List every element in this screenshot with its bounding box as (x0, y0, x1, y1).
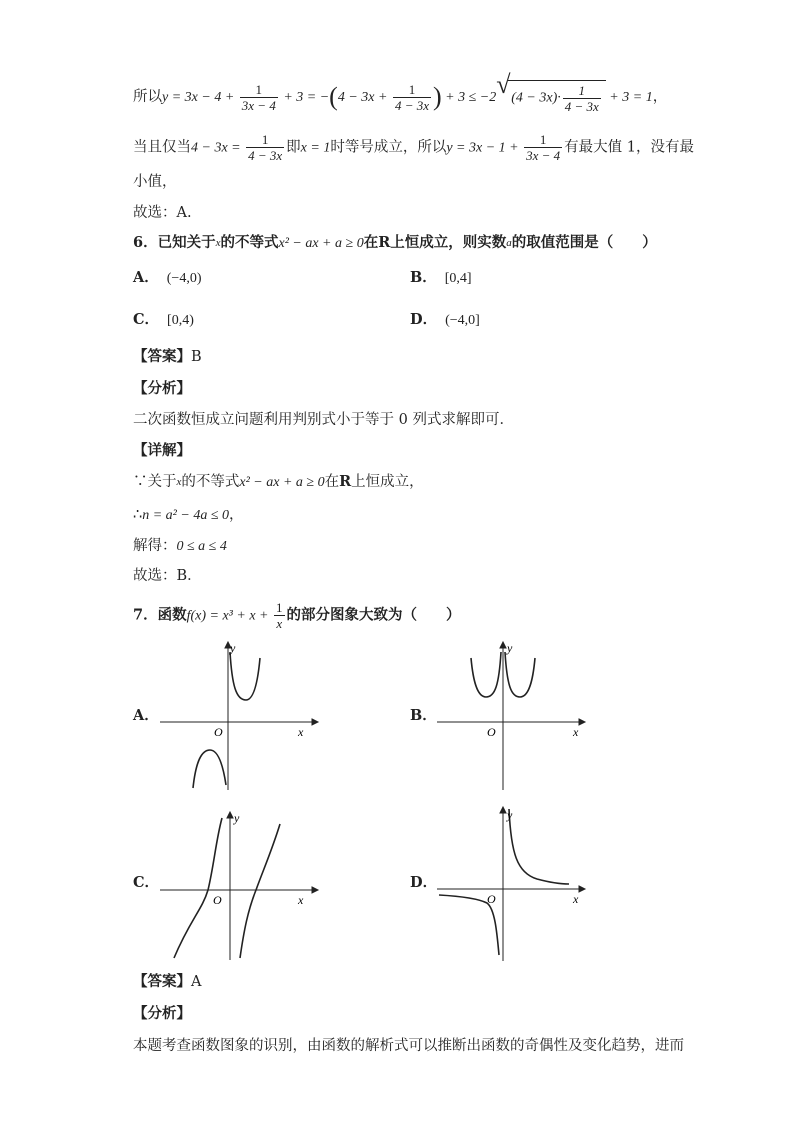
fraction (274, 600, 285, 631)
math: + 3 = − (279, 90, 330, 105)
text: 上恒成立， (351, 474, 424, 490)
q6-stem (133, 233, 657, 254)
math: (4 − 3x)· (511, 90, 561, 106)
option-text: [0,4) (167, 313, 194, 328)
text: 在 (363, 234, 379, 251)
numerator: 1 (578, 83, 586, 98)
math-discriminant: n = a² − 4a ≤ 0 (142, 508, 230, 523)
math-a: a (506, 237, 512, 249)
q7-option-c-label[interactable]: C． (133, 874, 160, 891)
numerator: 1 (408, 81, 416, 97)
text: ， (652, 89, 668, 105)
math-inequality: x² − ax + a ≥ 0 (278, 236, 364, 251)
option-text: (−4,0) (166, 271, 202, 286)
option-label: D． (410, 311, 438, 328)
curve-right (509, 809, 569, 884)
option-text: [0,4] (444, 271, 472, 286)
text: ∵关于 (133, 474, 177, 490)
x-arrow (579, 886, 585, 892)
x-label: x (573, 725, 579, 739)
text: 所以 (133, 89, 162, 105)
math-x: x (215, 237, 221, 249)
q7-analysis-label: 【分析】 (133, 1005, 191, 1022)
q6-detail-1 (133, 472, 424, 493)
x-arrow (312, 887, 318, 893)
text: 有最大值 1，没有最 (564, 139, 694, 156)
q6-detail-3 (133, 536, 227, 557)
solution-line-3: 小值， (133, 174, 177, 190)
fraction (563, 83, 601, 114)
math-inequality: x² − ax + a ≥ 0 (239, 475, 325, 490)
q7-graph-d[interactable] (437, 803, 597, 963)
y-label: y (230, 641, 236, 655)
text: 解得： (133, 538, 177, 554)
numerator: 1 (276, 600, 283, 615)
math: y = 3x − 1 + (446, 140, 523, 156)
curve-left (174, 818, 222, 958)
q6-choice: 故选：B． (133, 568, 202, 584)
text: 即 (286, 139, 301, 156)
q6-option-d[interactable] (410, 310, 480, 331)
x-label: x (298, 725, 304, 739)
text: 在 (324, 474, 340, 490)
denominator: 4 − 3x (564, 99, 599, 114)
q6-detail-2 (133, 505, 244, 526)
q7-graph-b[interactable] (437, 640, 597, 790)
option-label: C． (133, 311, 160, 328)
q6-option-a[interactable] (133, 268, 202, 289)
q7-option-d-label[interactable]: D． (410, 874, 438, 891)
option-label: B． (410, 269, 437, 286)
x-arrow (312, 719, 318, 725)
text: 的不等式 (220, 234, 279, 251)
q6-analysis-label: 【分析】 (133, 380, 191, 397)
x-label: x (298, 893, 304, 907)
origin-label: O (213, 893, 222, 907)
denominator: x (274, 615, 285, 631)
q7-option-b-label[interactable]: B． (410, 707, 437, 724)
math-R: R (378, 234, 391, 251)
curve-right (240, 824, 280, 958)
text: 的部分图象大致为（ ） (286, 606, 461, 624)
text: 的不等式 (181, 474, 240, 490)
x-arrow (579, 719, 585, 725)
math-function: f(x) = x³ + x + (186, 608, 272, 624)
y-label: y (507, 808, 513, 822)
math: x = 1 (300, 140, 331, 156)
text: ， (229, 507, 244, 523)
math: = 3x − 4 + (168, 90, 238, 105)
curve-right (505, 652, 535, 697)
denominator: 3x − 4 (241, 97, 276, 113)
q7-stem (133, 600, 461, 631)
numerator: 1 (261, 132, 269, 147)
answer-label: 【答案】 (133, 348, 191, 365)
origin-label: O (487, 892, 496, 906)
q6-analysis: 二次函数恒成立问题利用判别式小于等于 0 列式求解即可． (133, 412, 514, 428)
paren: ) (433, 82, 442, 111)
q7-analysis: 本题考查函数图象的识别，由函数的解析式可以推断出函数的奇偶性及变化趋势，进而 (133, 1038, 684, 1054)
paren: ( (329, 82, 338, 111)
y-label: y (234, 811, 240, 825)
option-label: A． (133, 269, 159, 286)
denominator: 3x − 4 (526, 148, 561, 163)
text: 当且仅当 (133, 139, 191, 156)
fraction (524, 132, 562, 163)
numerator: 1 (255, 81, 263, 97)
text: 上恒成立，则实数 (390, 234, 507, 251)
curve-left (471, 652, 501, 697)
solution-line-2 (133, 132, 694, 163)
text: 的取值范围是（ ） (511, 234, 657, 251)
curve-right (230, 652, 260, 700)
origin-label: O (214, 725, 223, 739)
x-label: x (573, 892, 579, 906)
origin-label: O (487, 725, 496, 739)
denominator: 4 − 3x (394, 97, 429, 113)
text: 6．已知关于 (133, 234, 216, 251)
numerator: 1 (539, 132, 547, 147)
denominator: 4 − 3x (248, 148, 283, 163)
option-text: (−4,0] (445, 313, 480, 328)
math: + 3 = 1 (605, 90, 653, 105)
q6-detail-label: 【详解】 (133, 442, 191, 459)
math-range: 0 ≤ a ≤ 4 (176, 539, 227, 554)
answer-label: 【答案】 (133, 973, 191, 990)
curve-left (193, 750, 226, 788)
text: 时等号成立，所以 (330, 139, 447, 156)
math-x: x (176, 476, 182, 488)
fraction (240, 82, 278, 113)
fraction (246, 132, 284, 163)
answer-value: A (191, 974, 202, 990)
y-arrow (500, 807, 506, 813)
answer-value: B (191, 349, 202, 365)
sqrt (508, 80, 606, 114)
q7-option-a-label[interactable]: A． (133, 707, 159, 724)
solution-choice: 故选：A. (133, 205, 192, 221)
fraction (393, 82, 431, 113)
y-arrow (500, 642, 506, 648)
q6-option-c[interactable] (133, 310, 194, 331)
solution-line-1 (133, 80, 667, 114)
math: + 3 ≤ −2 (441, 90, 497, 105)
math: 4 − 3x = (191, 140, 245, 156)
math: 4 − 3x + (337, 90, 391, 105)
q6-option-b[interactable] (410, 268, 472, 289)
math-y: y (162, 90, 169, 105)
q6-answer (133, 347, 202, 367)
y-label: y (507, 641, 513, 655)
math-R: R (339, 473, 352, 490)
text: ∴ (133, 507, 143, 523)
y-arrow (227, 812, 233, 818)
q7-answer (133, 972, 201, 992)
text: 7．函数 (133, 606, 187, 624)
q7-graph-c[interactable] (160, 810, 320, 960)
q7-graph-a[interactable] (160, 640, 320, 790)
